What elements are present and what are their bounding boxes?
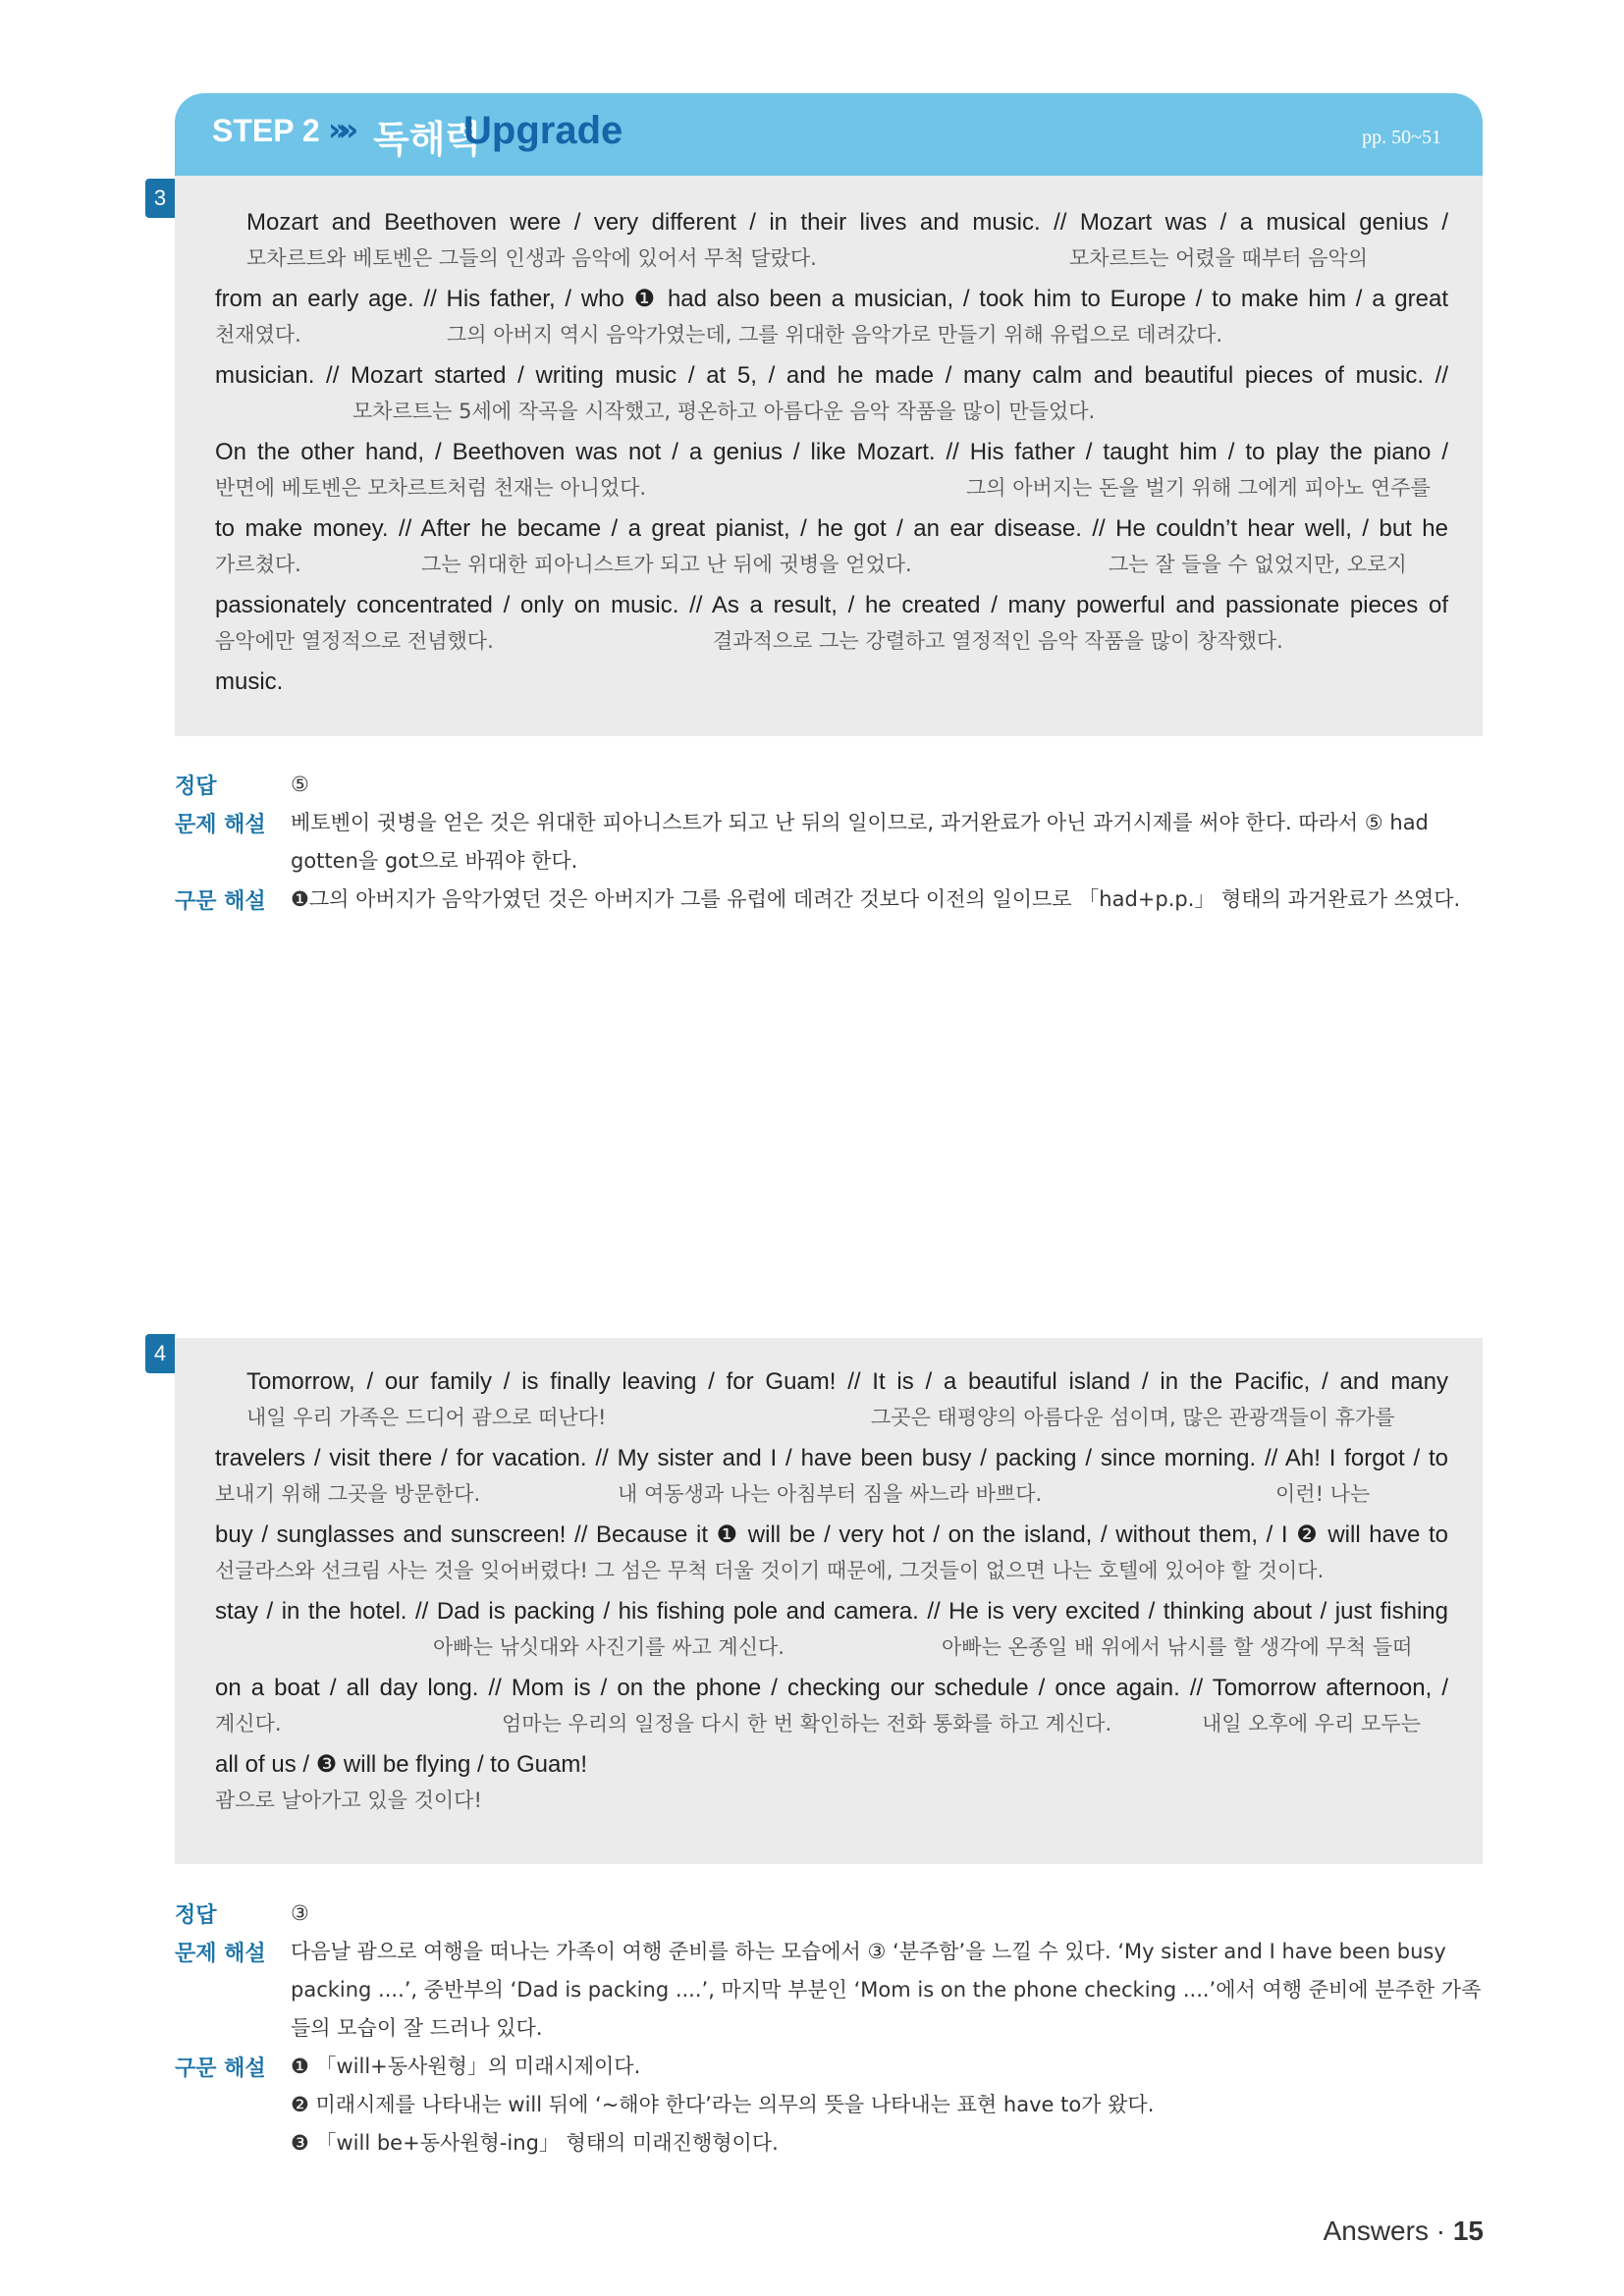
step-label: STEP 2 (212, 113, 320, 148)
page-footer (1324, 2216, 1484, 2247)
passage-line (215, 1443, 1448, 1520)
english-text: from an early age. // His father, / who ❶ had also been a musician, / took him to Europe / to make him / a great (215, 286, 1448, 312)
passage-line (215, 207, 1448, 284)
korean-translation: 결과적으로 그는 강렬하고 열정적인 음악 작품을 많이 창작했다. (713, 629, 1283, 653)
korean-translation: 내일 오후에 우리 모두는 (1202, 1712, 1421, 1735)
korean-translation: 그는 잘 들을 수 없었지만, 오로지 (1109, 553, 1407, 576)
korean-translation: 그곳은 태평양의 아름다운 섬이며, 많은 관광객들이 휴가를 (871, 1406, 1395, 1429)
double-arrow-icon: »» (328, 111, 350, 148)
korean-translation: 그의 아버지 역시 음악가였는데, 그를 위대한 음악가로 만들기 위해 유럽으로 데려갔다. (447, 323, 1223, 347)
english-text: Tomorrow, / our family / is finally leaving / for Guam! // It is / a beautiful island / in the Pacific, / and many (246, 1368, 1448, 1395)
english-text: On the other hand, / Beethoven was not / a genius / like Mozart. // His father / taught him / to play the piano / (215, 439, 1448, 465)
passage-line (215, 590, 1448, 667)
answer-section-4 (175, 1895, 1483, 2160)
footer-label: Answers (1323, 2216, 1429, 2246)
english-text: stay / in the hotel. // Dad is packing / his fishing pole and camera. // He is very excited / thinking about / just fishing (215, 1598, 1448, 1625)
explanation-label: 문제 해설 (175, 813, 266, 837)
korean-translation: 그는 위대한 피아니스트가 되고 난 뒤에 귓병을 얻었다. (421, 553, 912, 576)
korean-translation: 선글라스와 선크림 사는 것을 잊어버렸다! 그 섬은 무척 더울 것이기 때문에, 그것들이 없으면 나는 호텔에 있어야 할 것이다. (215, 1559, 1325, 1582)
answer-value: ③ (291, 1901, 309, 1925)
english-text: music. (215, 668, 284, 695)
syntax-text: ❶ 「will+동사원형」의 미래시제이다. (291, 2055, 641, 2078)
korean-translation: 모차르트와 베토벤은 그들의 인생과 음악에 있어서 무척 달랐다. (246, 246, 817, 270)
korean-translation: 괌으로 날아가고 있을 것이다! (215, 1789, 482, 1812)
korean-translation: 반면에 베토벤은 모차르트처럼 천재는 아니었다. (215, 476, 647, 500)
passage-line (215, 1596, 1448, 1673)
korean-translation: 이런! 나는 (1275, 1482, 1371, 1506)
korean-translation: 엄마는 우리의 일정을 다시 한 번 확인하는 전화 통화를 하고 계신다. (502, 1712, 1112, 1735)
header-title-en: Upgrade (463, 109, 623, 152)
korean-translation: 모차르트는 어렸을 때부터 음악의 (1069, 246, 1369, 270)
syntax-text: ❸ 「will be+동사원형-ing」 형태의 미래진행형이다. (291, 2131, 779, 2155)
korean-translation: 보내기 위해 그곳을 방문한다. (215, 1482, 481, 1506)
english-text: on a boat / all day long. // Mom is / on the phone / checking our schedule / once again. // Tomorrow afternoon, / (215, 1675, 1448, 1701)
korean-translation: 계신다. (215, 1712, 282, 1735)
page-number: 15 (1452, 2216, 1484, 2246)
korean-translation: 음악에만 열정적으로 전념했다. (215, 629, 494, 653)
english-text: passionately concentrated / only on music. // As a result, / he created / many powerful and passionate pieces of (215, 592, 1448, 618)
korean-translation: 내 여동생과 나는 아침부터 짐을 싸느라 바쁘다. (618, 1482, 1043, 1506)
korean-translation: 아빠는 낚싯대와 사진기를 싸고 계신다. (433, 1635, 785, 1659)
syntax-label: 구문 해설 (175, 889, 266, 914)
english-text: to make money. // After he became / a great pianist, / he got / an ear disease. // He couldn’t hear well, / but he (215, 515, 1448, 542)
explanation-text: 베토벤이 귓병을 얻은 것은 위대한 피아니스트가 되고 난 뒤의 일이므로, 과거완료가 아닌 과거시제를 써야 한다. 따라서 ⑤ had gotten을 got으로 바꿔야 한다. (291, 811, 1429, 873)
question-number-3: 3 (145, 179, 175, 218)
question-number-4: 4 (145, 1334, 175, 1373)
passage-line (215, 1520, 1448, 1596)
passage-line (215, 360, 1448, 437)
korean-translation: 그의 아버지는 돈을 벌기 위해 그에게 피아노 연주를 (966, 476, 1431, 500)
english-text: all of us / ❸ will be flying / to Guam! (215, 1751, 587, 1778)
syntax-text: ❶그의 아버지가 음악가였던 것은 아버지가 그를 유럽에 데려간 것보다 이전의 일이므로 「had+p.p.」 형태의 과거완료가 쓰였다. (291, 887, 1461, 911)
passage-line (215, 667, 1448, 743)
korean-translation: 가르쳤다. (215, 553, 301, 576)
korean-translation: 천재였다. (215, 323, 301, 347)
english-text: musician. // Mozart started / writing music / at 5, / and he made / many calm and beautiful pieces of music. // (215, 362, 1448, 389)
passage-line (215, 1366, 1448, 1443)
english-text: buy / sunglasses and sunscreen! // Because it ❶ will be / very hot / on the island, / without them, / I ❷ will have to (215, 1522, 1448, 1548)
page-range: pp. 50~51 (1362, 127, 1441, 148)
header-title-ko: 독해력 (373, 118, 482, 161)
explanation-text: 다음날 괌으로 여행을 떠나는 가족이 여행 준비를 하는 모습에서 ③ ‘분주함’을 느낄 수 있다. ‘My sister and I have been busy packing ....’, 중반부의 ‘Dad is packing ....’, 마지막 부분인 ‘Mom is on the phone checking ....’에서 여행 준비에 분주한 가족들의 모습이 잘 드러나 있다. (291, 1940, 1482, 2040)
english-text: travelers / visit there / for vacation. // My sister and I / have been busy / packing / since morning. // Ah! I forgot / to (215, 1445, 1448, 1471)
passage-line (215, 437, 1448, 513)
passage-line (215, 284, 1448, 360)
answer-label: 정답 (175, 774, 217, 799)
passage-line (215, 513, 1448, 590)
answer-value: ⑤ (291, 773, 309, 796)
answer-label: 정답 (175, 1903, 217, 1928)
footer-separator: · (1435, 2216, 1446, 2246)
passage-line (215, 1673, 1448, 1749)
korean-translation: 내일 우리 가족은 드디어 괌으로 떠난다! (246, 1406, 607, 1429)
korean-translation: 모차르트는 5세에 작곡을 시작했고, 평온하고 아름다운 음악 작품을 많이 만들었다. (352, 400, 1096, 423)
explanation-label: 문제 해설 (175, 1942, 266, 1966)
answer-section-3 (175, 766, 1483, 923)
syntax-text: ❷ 미래시제를 나타내는 will 뒤에 ‘~해야 한다’라는 의무의 뜻을 나타내는 표현 have to가 왔다. (291, 2093, 1155, 2116)
english-text: Mozart and Beethoven were / very different / in their lives and music. // Mozart was / a musical genius / (246, 209, 1448, 236)
passage-line (215, 1749, 1448, 1826)
step-header (175, 93, 1483, 176)
korean-translation: 아빠는 온종일 배 위에서 낚시를 할 생각에 무척 들떠 (942, 1635, 1413, 1659)
syntax-label: 구문 해설 (175, 2056, 266, 2081)
